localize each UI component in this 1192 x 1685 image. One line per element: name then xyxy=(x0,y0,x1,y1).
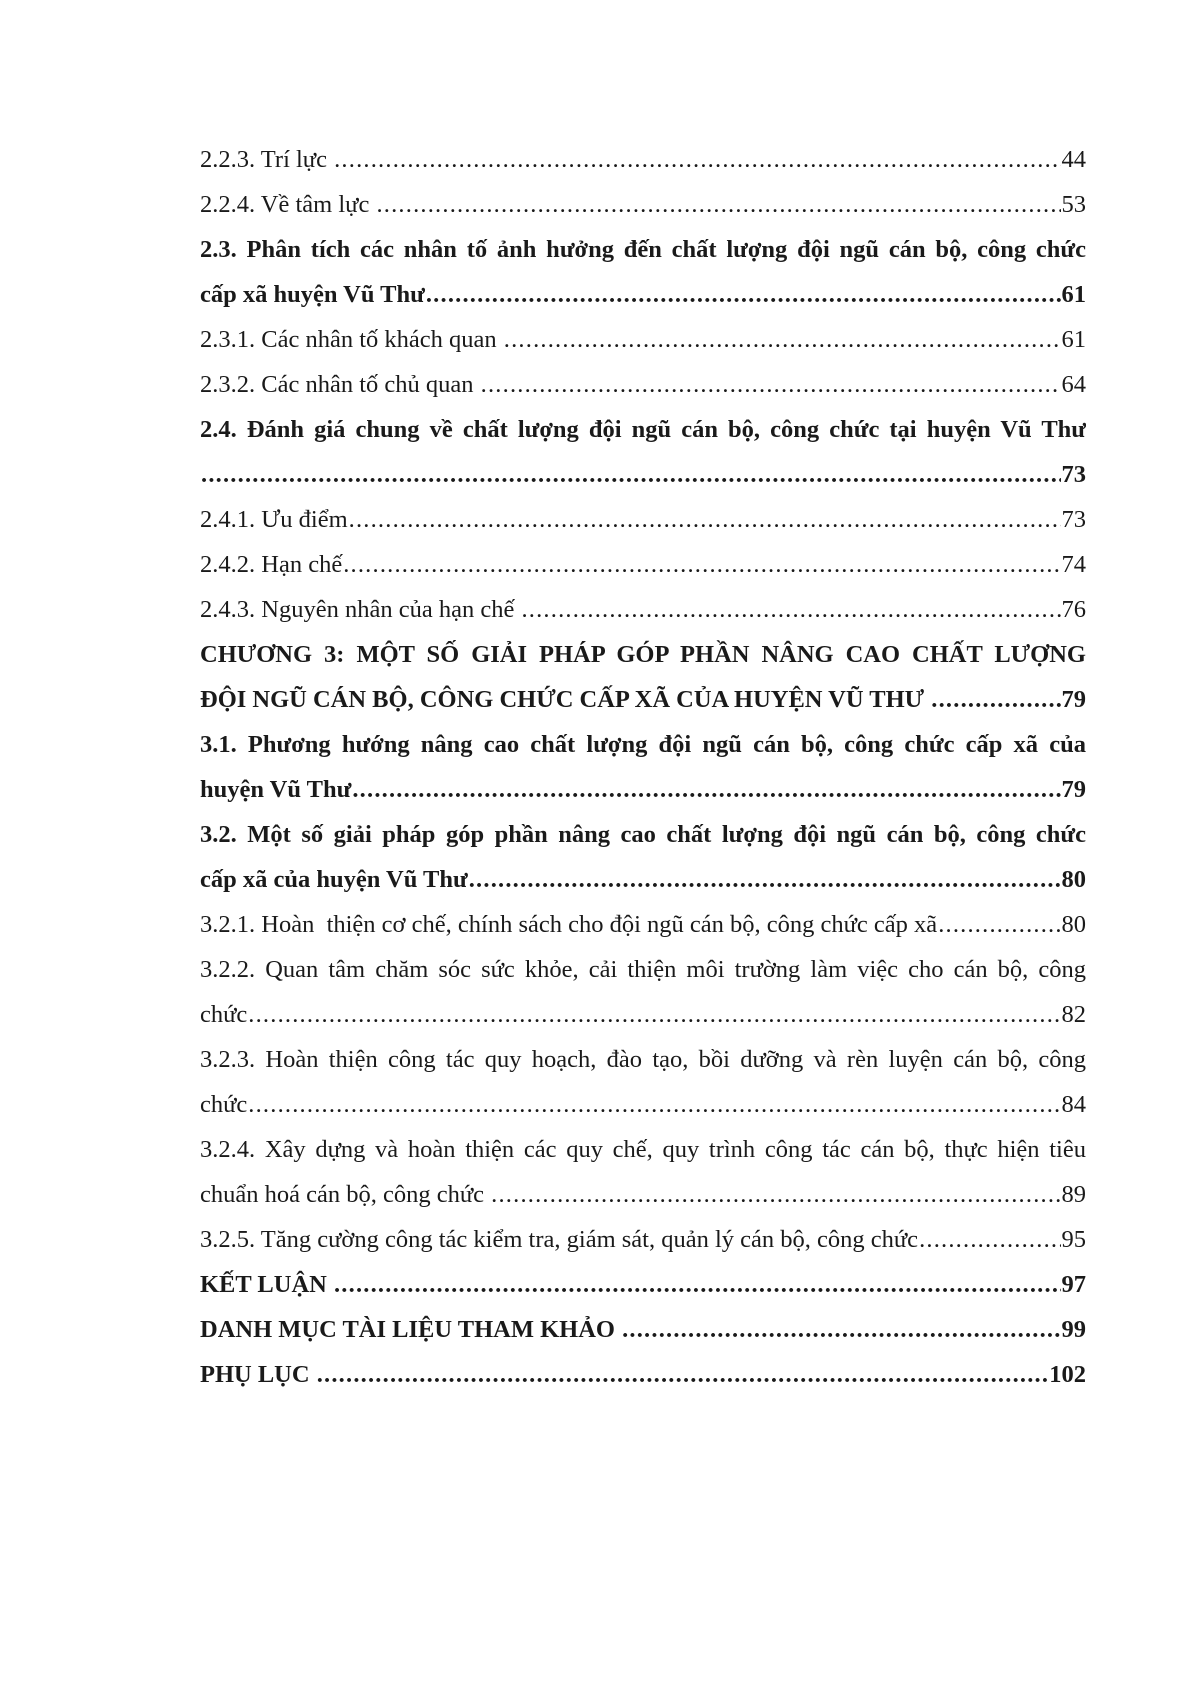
toc-page-number: 97 xyxy=(1061,1271,1086,1298)
toc-entry xyxy=(200,362,1086,407)
toc-entry-first-line: 2.4. Đánh giá chung về chất lượng đội ngũ cán bộ, công chức tại huyện Vũ Thư xyxy=(200,416,1086,443)
toc-entry xyxy=(200,587,1086,632)
toc-entry xyxy=(200,452,1086,497)
toc-entry-title: chức xyxy=(200,1001,248,1028)
table-of-contents xyxy=(200,137,1086,1397)
toc-entry xyxy=(200,1172,1086,1217)
toc-entry-title: 2.4.2. Hạn chế xyxy=(200,551,343,578)
toc-page-number: 73 xyxy=(1061,461,1086,488)
toc-entry xyxy=(200,992,1086,1037)
toc-entry-title: 3.2.1. Hoàn thiện cơ chế, chính sách cho đội ngũ cán bộ, công chức cấp xã xyxy=(200,911,938,938)
toc-dot-leader xyxy=(352,767,1060,812)
toc-dot-leader xyxy=(334,137,1060,182)
toc-entry-title: cấp xã của huyện Vũ Thư xyxy=(200,866,468,893)
toc-entry-title: cấp xã huyện Vũ Thư xyxy=(200,281,425,308)
toc-dot-leader xyxy=(426,272,1061,317)
toc-page-number: 84 xyxy=(1061,1091,1086,1118)
toc-dot-leader xyxy=(521,587,1060,632)
toc-dot-leader xyxy=(938,902,1060,947)
toc-page-number: 53 xyxy=(1061,191,1086,218)
toc-entry xyxy=(200,1307,1086,1352)
toc-dot-leader xyxy=(248,992,1060,1037)
toc-page-number: 76 xyxy=(1061,596,1086,623)
toc-entry xyxy=(200,272,1086,317)
toc-entry-title: 3.2.5. Tăng cường công tác kiểm tra, giám sát, quản lý cán bộ, công chức xyxy=(200,1226,919,1253)
toc-entry xyxy=(200,1262,1086,1307)
toc-dot-leader xyxy=(349,497,1061,542)
toc-entry-title: 2.2.3. Trí lực xyxy=(200,146,334,173)
toc-dot-leader xyxy=(469,857,1061,902)
toc-entry-first-line: 3.2.3. Hoàn thiện công tác quy hoạch, đào tạo, bồi dưỡng và rèn luyện cán bộ, công xyxy=(200,1046,1086,1073)
toc-entry-first-line: CHƯƠNG 3: MỘT SỐ GIẢI PHÁP GÓP PHẦN NÂNG CAO CHẤT LƯỢNG xyxy=(200,641,1086,668)
toc-page-number: 61 xyxy=(1061,326,1086,353)
toc-entry-title: 2.3.2. Các nhân tố chủ quan xyxy=(200,371,480,398)
toc-page-number: 79 xyxy=(1061,776,1086,803)
toc-entry-title: 2.2.4. Về tâm lực xyxy=(200,191,376,218)
toc-entry xyxy=(200,497,1086,542)
toc-dot-leader xyxy=(201,452,1061,497)
toc-page-number: 61 xyxy=(1061,281,1086,308)
toc-entry xyxy=(200,857,1086,902)
toc-page-number: 80 xyxy=(1061,911,1086,938)
toc-entry-first-line: 3.2.4. Xây dựng và hoàn thiện các quy chế, quy trình công tác cán bộ, thực hiện tiêu xyxy=(200,1136,1086,1163)
toc-dot-leader xyxy=(491,1172,1060,1217)
toc-entry xyxy=(200,182,1086,227)
toc-page-number: 44 xyxy=(1061,146,1086,173)
toc-entry xyxy=(200,677,1086,722)
toc-dot-leader xyxy=(248,1082,1060,1127)
toc-entry xyxy=(200,902,1086,947)
toc-dot-leader xyxy=(334,1262,1061,1307)
toc-entry-title: KẾT LUẬN xyxy=(200,1271,333,1298)
toc-dot-leader xyxy=(622,1307,1060,1352)
toc-entry xyxy=(200,317,1086,362)
toc-page-number: 80 xyxy=(1061,866,1086,893)
toc-entry-first-line: 2.3. Phân tích các nhân tố ảnh hưởng đến chất lượng đội ngũ cán bộ, công chức xyxy=(200,236,1086,263)
toc-dot-leader xyxy=(317,1352,1049,1397)
toc-entry-title: DANH MỤC TÀI LIỆU THAM KHẢO xyxy=(200,1316,622,1343)
toc-entry xyxy=(200,767,1086,812)
toc-entry-first-line: 3.1. Phương hướng nâng cao chất lượng đội ngũ cán bộ, công chức cấp xã của xyxy=(200,731,1086,758)
toc-entry-title: 2.4.1. Ưu điểm xyxy=(200,506,348,533)
toc-entry xyxy=(200,1352,1086,1397)
toc-entry-title: PHỤ LỤC xyxy=(200,1361,316,1388)
toc-page-number: 95 xyxy=(1061,1226,1086,1253)
toc-page-number: 102 xyxy=(1049,1361,1086,1388)
toc-dot-leader xyxy=(481,362,1061,407)
toc-entry-title: huyện Vũ Thư xyxy=(200,776,352,803)
toc-entry xyxy=(200,542,1086,587)
toc-dot-leader xyxy=(376,182,1060,227)
toc-page-number: 64 xyxy=(1061,371,1086,398)
toc-page-number: 79 xyxy=(1061,686,1086,713)
toc-page-number: 73 xyxy=(1061,506,1086,533)
toc-dot-leader xyxy=(919,1217,1060,1262)
toc-page-number: 89 xyxy=(1061,1181,1086,1208)
toc-entry xyxy=(200,1217,1086,1262)
toc-dot-leader xyxy=(343,542,1060,587)
toc-entry-title: 2.3.1. Các nhân tố khách quan xyxy=(200,326,503,353)
toc-entry-title: chức xyxy=(200,1091,248,1118)
toc-dot-leader xyxy=(504,317,1061,362)
toc-page-number: 82 xyxy=(1061,1001,1086,1028)
toc-entry-first-line: 3.2.2. Quan tâm chăm sóc sức khỏe, cải thiện môi trường làm việc cho cán bộ, công xyxy=(200,956,1086,983)
toc-entry xyxy=(200,137,1086,182)
toc-entry xyxy=(200,1082,1086,1127)
toc-entry-first-line: 3.2. Một số giải pháp góp phần nâng cao chất lượng đội ngũ cán bộ, công chức xyxy=(200,821,1086,848)
toc-dot-leader xyxy=(931,677,1060,722)
toc-page-number: 99 xyxy=(1061,1316,1086,1343)
toc-entry-title: chuẩn hoá cán bộ, công chức xyxy=(200,1181,491,1208)
toc-entry-title: 2.4.3. Nguyên nhân của hạn chế xyxy=(200,596,521,623)
toc-entry-title: ĐỘI NGŨ CÁN BỘ, CÔNG CHỨC CẤP XÃ CỦA HUYỆN VŨ THƯ xyxy=(200,686,931,713)
toc-page-number: 74 xyxy=(1061,551,1086,578)
